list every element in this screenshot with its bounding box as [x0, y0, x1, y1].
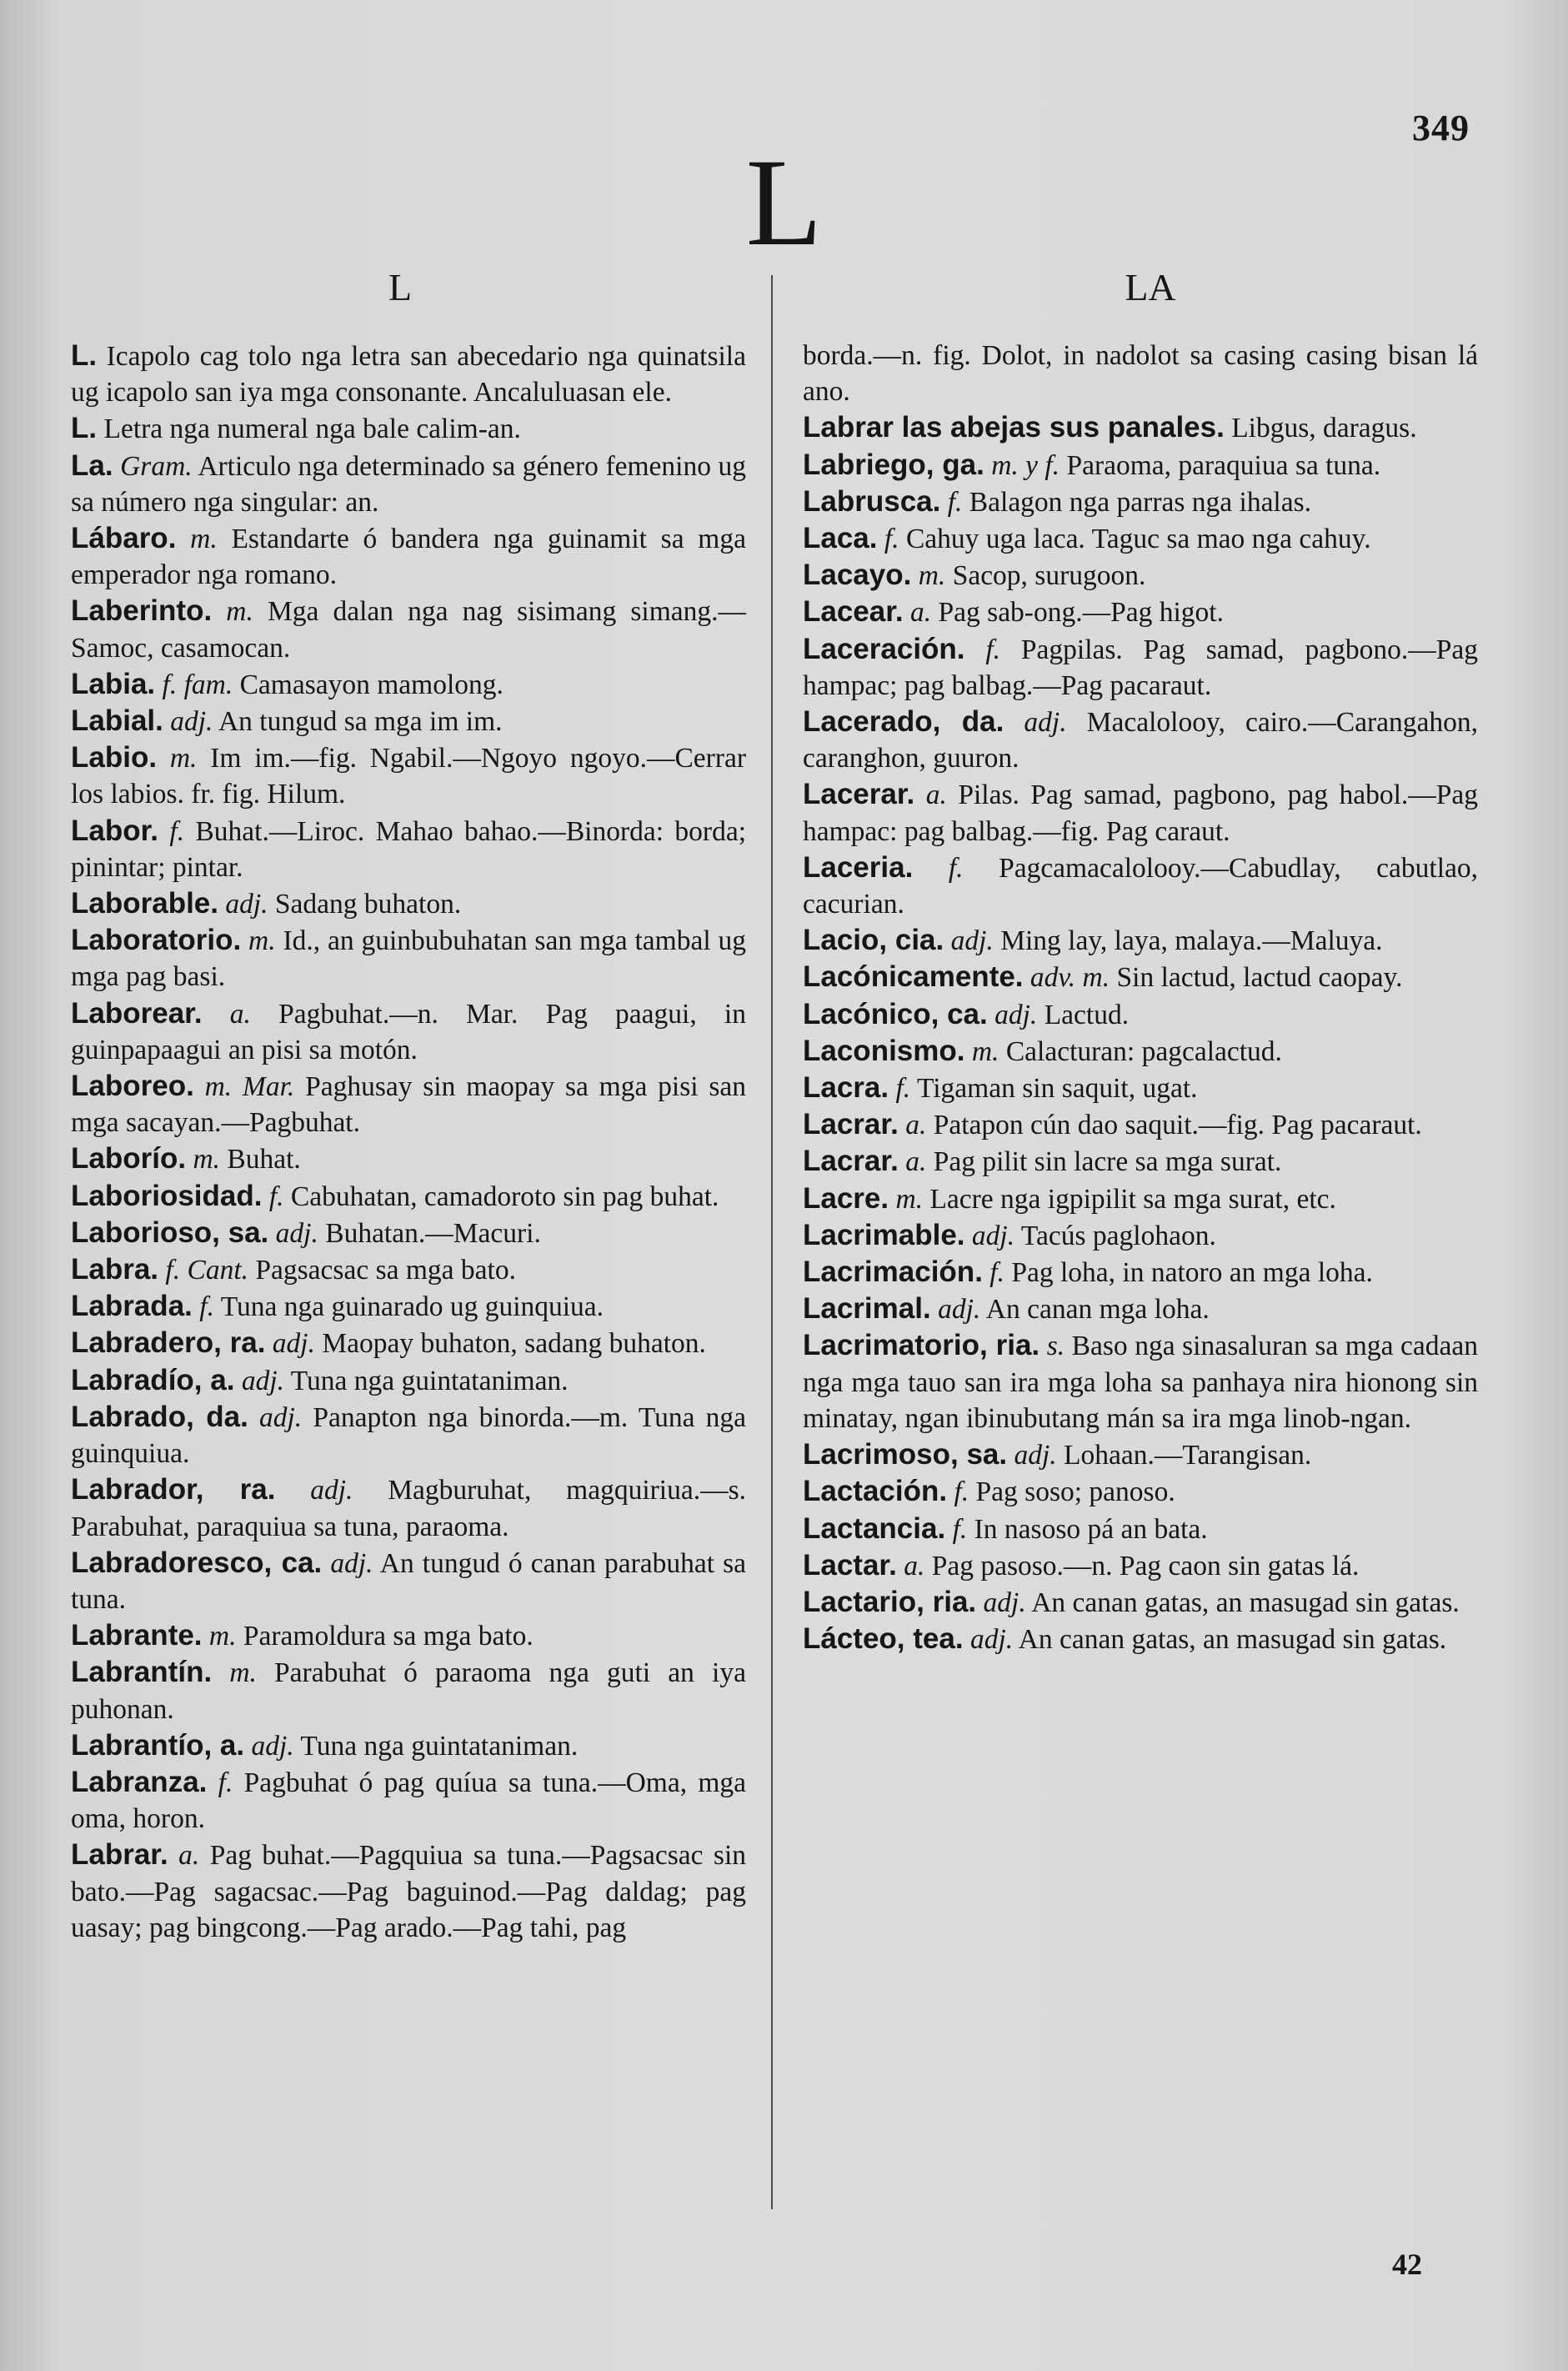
entry-definition: Baso nga sinasaluran sa mga cadaan nga mga tauo san ira mga loha sa panhaya nira hionong sin minatay, ngan ibinubutang mán sa ira mga linob-ngan. [803, 1331, 1478, 1434]
entry-grammar: Gram. [113, 450, 193, 482]
entry-headword: Lacrimación. [803, 1256, 983, 1289]
entry-definition: Estandarte ó bandera nga guinamit sa mga emperador nga romano. [71, 524, 746, 591]
entry-headword: Labia. [71, 667, 156, 700]
dictionary-entry [803, 594, 1478, 630]
entry-headword: Labrada. [71, 1290, 193, 1323]
entry-headword: Lacrimatorio, ria. [803, 1329, 1040, 1362]
entry-grammar: m. [964, 1035, 999, 1067]
entry-headword: Labrantío, a. [71, 1728, 245, 1762]
entry-definition: Id., an guinbubuhatan san mga tambal ug mga pag basi. [71, 925, 746, 993]
entry-grammar: m. [889, 1183, 924, 1215]
entry-grammar: adj. [976, 1587, 1026, 1618]
entry-definition: Pagpilas. Pag samad, pagbono.—Pag hampac; pag balbag.—Pag pacaraut. [803, 634, 1478, 701]
entry-headword: Lactar. [803, 1548, 897, 1582]
entry-grammar: m. [186, 1144, 221, 1175]
entry-grammar: adj. [963, 1624, 1014, 1656]
entry-headword: L. [71, 339, 98, 372]
entry-grammar: m. [212, 596, 253, 628]
entry-definition: Cabuhatan, camadoroto sin pag buhat. [283, 1180, 719, 1212]
entry-headword: Laboratorio. [71, 924, 242, 957]
entry-grammar: f. [913, 852, 964, 884]
entry-definition: Tigaman sin saquit, ugat. [910, 1073, 1198, 1105]
entry-headword: Laborioso, sa. [71, 1216, 269, 1249]
entry-headword: Labradoresco, ca. [71, 1546, 323, 1579]
entry-headword: Lacrimable. [803, 1218, 965, 1251]
entry-definition: Patapon cún dao saquit.—fig. Pag pacaraut. [926, 1110, 1422, 1141]
entry-headword: Labranza. [71, 1765, 208, 1798]
entry-grammar: f. [982, 1257, 1004, 1289]
entry-headword: Labriego, ga. [803, 448, 984, 481]
entry-headword: Laborable. [71, 887, 218, 920]
entry-definition: An canan gatas, an masugad sin gatas. [1025, 1587, 1460, 1618]
entry-definition: Pag sab-ong.—Pag higot. [931, 597, 1224, 629]
entry-definition: Buhat.—Liroc. Mahao bahao.—Binorda: borda; pinintar; pintar. [71, 815, 746, 883]
entry-grammar: m. [176, 524, 218, 555]
right-column [803, 338, 1478, 1657]
entry-grammar: f. [889, 1073, 911, 1105]
dictionary-entry [71, 1837, 746, 1946]
entry-headword: Lacerado, da. [803, 705, 1004, 739]
entry-grammar: f. [964, 634, 1001, 665]
entry-headword: Lacear. [803, 595, 904, 629]
entry-grammar: adj. [944, 925, 994, 957]
entry-definition: Pagsacsac sa mga bato. [248, 1255, 516, 1286]
entry-grammar: adj. [265, 1328, 315, 1360]
dictionary-entry [71, 1068, 746, 1140]
entry-definition: borda.—n. fig. Dolot, in nadolot sa casing casing bisan lá ano. [803, 340, 1478, 408]
entry-grammar: m. y f. [984, 449, 1060, 481]
entry-headword: Lacayo. [803, 559, 912, 592]
entry-grammar: f. fam. [155, 669, 233, 700]
entry-grammar: adj. [234, 1365, 284, 1396]
entry-headword: Labrador, ra. [71, 1473, 276, 1506]
entry-headword: Lacrar. [803, 1145, 899, 1178]
entry-grammar: a. [898, 1110, 927, 1141]
entry-definition: An tungud ó canan parabuhat sa tuna. [71, 1547, 746, 1615]
section-letter: L [745, 133, 823, 272]
entry-grammar: f. [207, 1767, 233, 1798]
entry-definition: Buhat. [220, 1144, 301, 1175]
entry-grammar: m. [911, 560, 946, 592]
dictionary-entry [71, 1215, 746, 1251]
entry-headword: Laca. [803, 522, 878, 555]
entry-grammar: adj. [1004, 707, 1067, 739]
entry-headword: L. [71, 412, 98, 445]
dictionary-entry [803, 1327, 1478, 1436]
entry-definition: Lactud. [1037, 999, 1130, 1030]
entry-definition: Letra nga numeral nga bale calim-an. [97, 414, 521, 445]
dictionary-entry [71, 448, 746, 520]
entry-definition: An tungud sa mga im im. [213, 706, 503, 738]
entry-definition: Pag pasoso.—n. Pag caon sin gatas lá. [924, 1550, 1360, 1582]
entry-definition: In nasoso pá an bata. [967, 1513, 1208, 1545]
dictionary-entry [803, 704, 1478, 776]
entry-grammar: f. [877, 524, 899, 555]
dictionary-entry [803, 996, 1478, 1033]
entry-definition: Pagbuhat.—n. Mar. Pag paagui, in guinpapaagui an pisi sa motón. [71, 998, 746, 1065]
entry-headword: Labrantín. [71, 1656, 213, 1689]
entry-grammar: f. [947, 1476, 969, 1508]
entry-grammar: f. [262, 1180, 284, 1212]
entry-definition: Mga dalan nga nag sisimang simang.—Samoc, casamocan. [71, 596, 746, 664]
entry-definition: Ming lay, laya, malaya.—Maluya. [993, 925, 1383, 957]
dictionary-entry [803, 1180, 1478, 1217]
column-divider [771, 275, 773, 2209]
dictionary-entry [803, 1473, 1478, 1510]
entry-headword: Lactario, ria. [803, 1585, 977, 1618]
entry-grammar: adj. [268, 1217, 318, 1249]
dictionary-entry [71, 1764, 746, 1837]
entry-definition: Balagon nga parras nga ihalas. [962, 486, 1312, 518]
entry-definition: Pag buhat.—Pagquiua sa tuna.—Pagsacsac sin bato.—Pag sagacsac.—Pag baguinod.—Pag daldag; pag uasay; pag bingcong.—Pag arado.—Pag tahi, pag [71, 1840, 747, 1943]
entry-headword: Laceria. [803, 850, 914, 884]
entry-grammar: adj. [964, 1220, 1015, 1251]
entry-grammar: adj. [987, 999, 1038, 1030]
dictionary-entry [71, 1399, 746, 1471]
entry-definition: Sin lactud, lactud caopay. [1110, 962, 1403, 994]
entry-definition: Sacop, surugoon. [945, 560, 1146, 592]
entry-definition: Sadang buhaton. [268, 889, 462, 920]
entry-definition: Tuna nga guinarado ug guinquiua. [213, 1291, 604, 1323]
dictionary-entry [803, 631, 1478, 704]
dictionary-entry [803, 1106, 1478, 1143]
entry-headword: Labrar. [71, 1838, 168, 1872]
dictionary-entry [803, 1511, 1478, 1547]
entry-headword: Laboriosidad. [71, 1179, 263, 1212]
entry-definition: Paramoldura sa mga bato. [236, 1621, 534, 1652]
entry-definition: Paraoma, paraquiua sa tuna. [1060, 449, 1381, 481]
page-number: 349 [1412, 108, 1470, 148]
entry-definition: Camasayon mamolong. [233, 669, 503, 700]
entry-headword: Lacra. [803, 1071, 889, 1105]
dictionary-entry [803, 776, 1478, 849]
entry-grammar: a. [914, 779, 947, 811]
dictionary-entry [71, 813, 746, 885]
dictionary-entry [803, 1291, 1478, 1327]
dictionary-entry [71, 1727, 746, 1764]
dictionary-entry [803, 959, 1478, 995]
entry-grammar: adj. [248, 1401, 303, 1433]
entry-definition: Tacús paglohaon. [1014, 1220, 1216, 1251]
entry-definition: Cahuy uga laca. Taguc sa mao nga cahuy. [899, 524, 1371, 555]
entry-definition: Pagcamacalolooy.—Cabudlay, cabutlao, cacurian. [803, 852, 1478, 920]
dictionary-entry [803, 1217, 1478, 1254]
entry-headword: Lacrimoso, sa. [803, 1438, 1008, 1471]
entry-definition: Lohaan.—Tarangisan. [1056, 1440, 1312, 1471]
entry-grammar: m. Mar. [193, 1071, 295, 1103]
entry-definition: An canan gatas, an masugad sin gatas. [1013, 1624, 1447, 1656]
dictionary-entry [71, 1545, 746, 1617]
dictionary-entry [803, 1621, 1478, 1657]
entry-headword: Laborear. [71, 996, 203, 1030]
entry-headword: Laborío. [71, 1142, 187, 1175]
entry-grammar: a. [896, 1550, 925, 1582]
entry-definition: Buhatan.—Macuri. [318, 1217, 541, 1249]
entry-definition: Parabuhat ó paraoma nga guti an iya puhonan. [71, 1657, 746, 1725]
dictionary-entry [803, 447, 1478, 484]
entry-definition: Lacre nga igpipilit sa mga surat, etc. [923, 1183, 1336, 1215]
entry-headword: Laberinto. [71, 594, 213, 628]
entry-definition: An canan mga loha. [980, 1294, 1210, 1326]
signature-mark: 42 [1392, 2248, 1422, 2281]
entry-grammar: adj. [322, 1547, 373, 1579]
dictionary-entry [71, 593, 746, 665]
entry-definition: Icapolo cag tolo nga letra san abecedario nga quinatsila ug icapolo san iya mga consonante. Ancaluluasan ele. [71, 341, 746, 409]
dictionary-entry [803, 850, 1478, 922]
entry-definition: Maopay buhaton, sadang buhaton. [314, 1328, 706, 1360]
dictionary-entry [71, 1471, 746, 1544]
entry-definition: Magburuhat, magquiriua.—s. Parabuhat, paraquiua sa tuna, paraoma. [71, 1475, 746, 1542]
left-column-header: L [388, 266, 413, 308]
entry-headword: Lacerar. [803, 778, 915, 811]
dictionary-entry [803, 922, 1478, 959]
entry-headword: Lacrar. [803, 1108, 899, 1141]
entry-grammar: adj. [275, 1475, 353, 1506]
entry-grammar: m. [241, 925, 276, 957]
entry-definition: Tuna nga guintataniman. [284, 1365, 569, 1396]
entry-definition: Pag loha, in natoro an mga loha. [1004, 1257, 1373, 1289]
dictionary-entry [803, 338, 1478, 409]
entry-headword: Labor. [71, 814, 159, 847]
entry-headword: Laboreo. [71, 1070, 194, 1103]
entry-headword: Lacónicamente. [803, 960, 1024, 994]
dictionary-entry [803, 1143, 1478, 1180]
entry-grammar: adj. [244, 1730, 294, 1762]
entry-headword: Labio. [71, 741, 158, 774]
entry-definition: Pag pilit sin lacre sa mga surat. [926, 1146, 1282, 1178]
entry-headword: Lacrimal. [803, 1292, 931, 1326]
dictionary-entry [71, 922, 746, 995]
entry-headword: Labrar las abejas sus panales. [803, 411, 1225, 444]
dictionary-entry [71, 885, 746, 922]
entry-definition: Calacturan: pagcalactud. [999, 1035, 1282, 1067]
dictionary-entry [803, 409, 1478, 446]
dictionary-entry [71, 1325, 746, 1361]
entry-grammar: f. [158, 815, 185, 847]
entry-grammar: m. [212, 1657, 257, 1689]
entry-grammar: m. [157, 743, 198, 774]
dictionary-entry [71, 1178, 746, 1215]
entry-grammar: s. [1039, 1331, 1065, 1362]
entry-headword: Laconismo. [803, 1034, 965, 1067]
entry-grammar: f. [940, 486, 963, 518]
dictionary-entry [803, 557, 1478, 594]
entry-headword: Lábaro. [71, 522, 177, 555]
dictionary-entry [71, 1251, 746, 1288]
entry-headword: Lácteo, tea. [803, 1622, 964, 1656]
entry-definition: Im im.—fig. Ngabil.—Ngoyo ngoyo.—Cerrar los labios. fr. fig. Hilum. [71, 743, 746, 810]
dictionary-entry [71, 666, 746, 703]
left-column [71, 338, 746, 1946]
dictionary-entry [71, 520, 746, 593]
entry-definition: Articulo nga determinado sa género femenino ug sa número nga singular: an. [71, 450, 746, 518]
dictionary-entry [71, 1617, 746, 1654]
entry-grammar: adj. [1007, 1440, 1057, 1471]
entry-headword: Lactancia. [803, 1511, 946, 1545]
dictionary-entry [803, 1547, 1478, 1584]
entry-grammar: adv. m. [1023, 962, 1110, 994]
dictionary-entry [71, 1362, 746, 1399]
entry-grammar: a. [903, 597, 932, 629]
entry-grammar: adj. [163, 706, 213, 738]
entry-headword: Labrusca. [803, 484, 941, 518]
dictionary-entry [71, 338, 746, 410]
dictionary-entry [71, 1654, 746, 1727]
right-column-header: LA [1125, 266, 1176, 308]
entry-grammar: a. [898, 1146, 927, 1178]
entry-definition: Macalolooy, cairo.—Carangahon, caranghon, guuron. [803, 707, 1479, 774]
entry-definition: Libgus, daragus. [1224, 413, 1417, 444]
entry-grammar: a. [168, 1840, 200, 1872]
entry-headword: Lactación. [803, 1475, 948, 1508]
dictionary-entry [803, 520, 1478, 557]
entry-grammar: adj. [218, 889, 268, 920]
entry-grammar: adj. [930, 1294, 981, 1326]
dictionary-entry [803, 1254, 1478, 1291]
dictionary-entry [803, 1584, 1478, 1621]
entry-headword: Lacónico, ca. [803, 997, 988, 1030]
entry-headword: Labrado, da. [71, 1400, 248, 1433]
entry-headword: Lacio, cia. [803, 924, 944, 957]
entry-grammar: a. [202, 998, 251, 1030]
entry-headword: Labradero, ra. [71, 1326, 266, 1360]
entry-definition: Paghusay sin maopay sa mga pisi san mga sacayan.—Pagbuhat. [71, 1071, 746, 1139]
entry-definition: Pag soso; panoso. [969, 1476, 1175, 1508]
entry-headword: La. [71, 449, 113, 482]
dictionary-entry [803, 1070, 1478, 1106]
entry-definition: Pilas. Pag samad, pagbono, pag habol.—Pag hampac: pag balbag.—fig. Pag caraut. [803, 779, 1479, 847]
dictionary-entry [71, 410, 746, 447]
dictionary-entry [803, 484, 1478, 520]
entry-definition: Panapton nga binorda.—m. Tuna nga guinquiua. [71, 1401, 746, 1470]
dictionary-entry [803, 1436, 1478, 1473]
dictionary-entry [71, 703, 746, 739]
entry-grammar: f. [192, 1291, 214, 1323]
entry-definition: Tuna nga guintataniman. [293, 1730, 579, 1762]
entry-headword: Labial. [71, 704, 163, 738]
dictionary-entry [71, 995, 746, 1068]
entry-grammar: f. Cant. [158, 1255, 249, 1286]
entry-grammar: m. [202, 1621, 237, 1652]
dictionary-entry [71, 1288, 746, 1325]
entry-headword: Labrante. [71, 1619, 203, 1652]
entry-headword: Lacre. [803, 1181, 889, 1215]
entry-headword: Laceración. [803, 632, 965, 665]
entry-headword: Labradío, a. [71, 1363, 235, 1396]
entry-headword: Labra. [71, 1253, 159, 1286]
dictionary-entry [71, 739, 746, 812]
dictionary-entry [71, 1140, 746, 1177]
entry-definition: Pagbuhat ó pag quíua sa tuna.—Oma, mga oma, horon. [71, 1767, 746, 1835]
dictionary-entry [803, 1033, 1478, 1070]
entry-grammar: f. [945, 1513, 968, 1545]
